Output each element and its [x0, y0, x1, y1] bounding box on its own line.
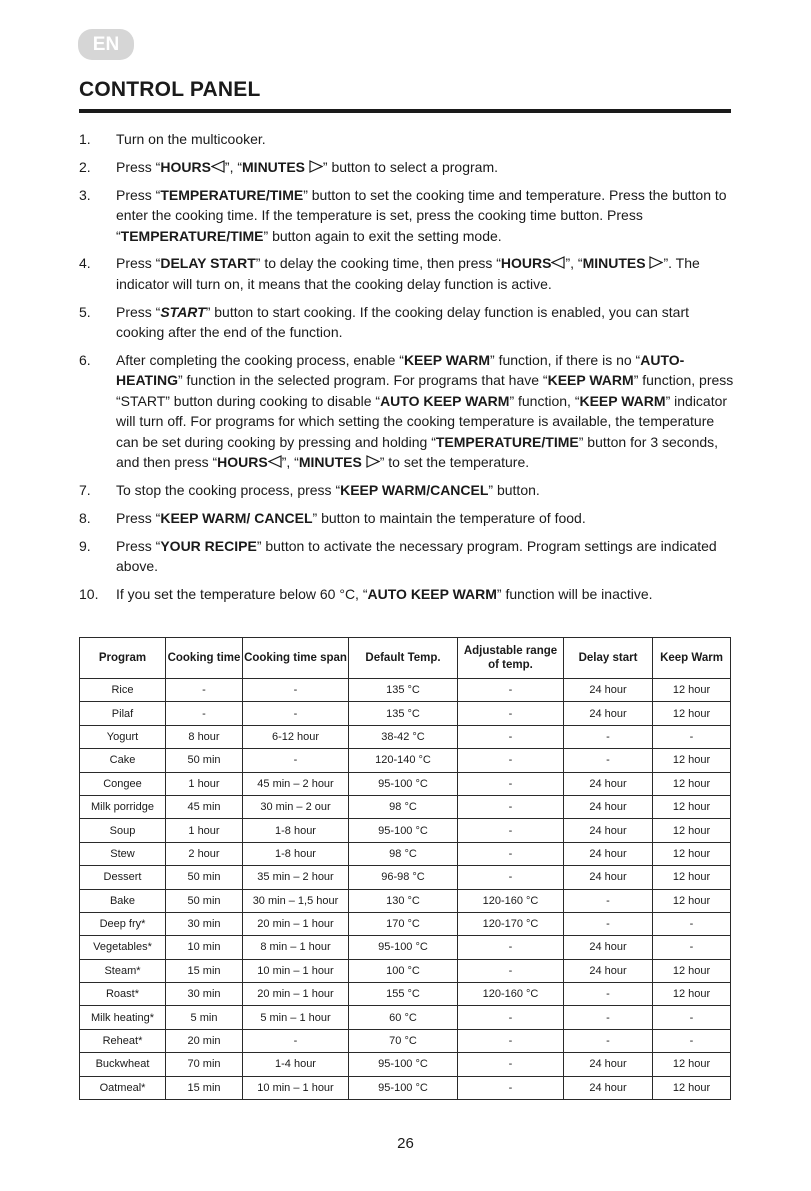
- table-cell: -: [564, 749, 653, 772]
- instruction-step: [79, 302, 734, 343]
- table-row: [80, 725, 731, 748]
- table-cell: -: [458, 1006, 564, 1029]
- step-text: ” button to activate the necessary program. Program settings are indicated above.: [116, 537, 717, 575]
- instruction-step: [79, 185, 734, 247]
- step-number: 8.: [79, 510, 91, 527]
- table-cell: -: [653, 1029, 731, 1052]
- table-cell: 95-100 °C: [349, 1053, 458, 1076]
- table-cell: 95-100 °C: [349, 936, 458, 959]
- table-cell: 24 hour: [564, 795, 653, 818]
- table-cell: 120-160 °C: [458, 983, 564, 1006]
- table-cell: 12 hour: [653, 679, 731, 702]
- table-cell: 12 hour: [653, 795, 731, 818]
- table-cell: Reheat*: [80, 1029, 166, 1052]
- instruction-step: [79, 480, 734, 501]
- table-cell: 30 min – 1,5 hour: [243, 889, 349, 912]
- table-cell: Dessert: [80, 866, 166, 889]
- step-text: ” button again to exit the setting mode.: [263, 227, 502, 244]
- triangle-left-icon: [551, 256, 565, 269]
- table-cell: -: [458, 749, 564, 772]
- table-header-cell: Program: [80, 638, 166, 679]
- step-text: ” function, “: [509, 392, 580, 409]
- step-text: ” button to select a program.: [322, 158, 498, 175]
- table-cell: Steam*: [80, 959, 166, 982]
- step-text: ” indicator will turn off. For programs for which setting the cooking temperature is available, the temperature can be set during cooking by pressing and holding “: [116, 392, 728, 450]
- table-cell: 24 hour: [564, 819, 653, 842]
- table-row: [80, 772, 731, 795]
- table-cell: -: [564, 889, 653, 912]
- step-number: 1.: [79, 131, 91, 147]
- table-cell: Roast*: [80, 983, 166, 1006]
- table-cell: 98 °C: [349, 795, 458, 818]
- table-cell: 8 min – 1 hour: [243, 936, 349, 959]
- step-text: Press “: [116, 158, 161, 175]
- table-cell: -: [458, 795, 564, 818]
- table-cell: -: [458, 1053, 564, 1076]
- table-cell: -: [458, 959, 564, 982]
- table-cell: -: [243, 749, 349, 772]
- table-cell: 45 min – 2 hour: [243, 772, 349, 795]
- table-cell: -: [166, 679, 243, 702]
- step-text: After completing the cooking process, enable “: [116, 351, 404, 368]
- table-cell: 24 hour: [564, 842, 653, 865]
- table-cell: 38-42 °C: [349, 725, 458, 748]
- table-row: [80, 1076, 731, 1099]
- table-row: [80, 866, 731, 889]
- step-number: 2.: [79, 158, 91, 175]
- table-cell: -: [458, 1029, 564, 1052]
- step-text: ”. The indicator will turn on, it means that the cooking delay function is active.: [116, 255, 700, 292]
- table-cell: 135 °C: [349, 702, 458, 725]
- triangle-right-icon: [649, 256, 663, 269]
- table-row: [80, 983, 731, 1006]
- instruction-step: [79, 508, 734, 529]
- table-cell: -: [243, 1029, 349, 1052]
- button-name: HOURS: [160, 158, 211, 175]
- instruction-step: [79, 536, 734, 577]
- table-cell: Stew: [80, 842, 166, 865]
- table-cell: 130 °C: [349, 889, 458, 912]
- table-header-cell: Keep Warm: [653, 638, 731, 679]
- button-name: KEEP WARM/ CANCEL: [160, 510, 313, 527]
- table-cell: 12 hour: [653, 819, 731, 842]
- table-cell: 24 hour: [564, 1053, 653, 1076]
- table-cell: 50 min: [166, 866, 243, 889]
- instruction-step: [79, 157, 734, 178]
- table-row: [80, 959, 731, 982]
- button-name: HOURS: [217, 454, 268, 471]
- step-text: If you set the temperature below 60 °C, “: [116, 586, 368, 603]
- table-cell: 170 °C: [349, 912, 458, 935]
- page-title: CONTROL PANEL: [79, 78, 261, 101]
- table-cell: 10 min: [166, 936, 243, 959]
- triangle-left-icon: [268, 455, 282, 468]
- table-cell: 8 hour: [166, 725, 243, 748]
- button-name: MINUTES: [582, 255, 646, 272]
- table-cell: 30 min – 2 our: [243, 795, 349, 818]
- step-text: ” function, if there is no “: [490, 351, 641, 368]
- table-cell: 95-100 °C: [349, 819, 458, 842]
- table-cell: 60 °C: [349, 1006, 458, 1029]
- table-cell: -: [458, 772, 564, 795]
- button-name: DELAY START: [160, 255, 256, 272]
- button-name: AUTO-HEATING: [116, 351, 685, 389]
- step-text: ” to set the temperature.: [379, 454, 530, 471]
- table-cell: -: [653, 725, 731, 748]
- step-text: ” function in the selected program. For programs that have “: [177, 372, 548, 389]
- table-cell: -: [653, 912, 731, 935]
- button-name: KEEP WARM: [579, 392, 666, 409]
- step-text: ” button for 3 seconds, and then press “: [116, 433, 719, 471]
- button-name: YOUR RECIPE: [160, 537, 257, 554]
- step-text: ”, “: [281, 454, 299, 471]
- table-cell: -: [458, 819, 564, 842]
- table-cell: 12 hour: [653, 866, 731, 889]
- table-cell: Pilaf: [80, 702, 166, 725]
- table-cell: 12 hour: [653, 1076, 731, 1099]
- step-text: ” function, press “START” button during cooking to disable “: [116, 372, 734, 409]
- table-cell: -: [458, 936, 564, 959]
- table-cell: 20 min – 1 hour: [243, 983, 349, 1006]
- table-row: [80, 679, 731, 702]
- table-row: [80, 702, 731, 725]
- table-cell: 12 hour: [653, 889, 731, 912]
- table-cell: -: [458, 702, 564, 725]
- table-cell: Buckwheat: [80, 1053, 166, 1076]
- table-cell: Soup: [80, 819, 166, 842]
- instruction-step: [79, 129, 734, 150]
- step-number: 9.: [79, 537, 91, 554]
- table-cell: 15 min: [166, 1076, 243, 1099]
- button-name: AUTO KEEP WARM: [380, 392, 510, 409]
- table-cell: -: [564, 1029, 653, 1052]
- button-name: KEEP WARM: [547, 372, 634, 389]
- step-text: ”, “: [565, 255, 583, 272]
- table-cell: 96-98 °C: [349, 866, 458, 889]
- table-cell: -: [243, 702, 349, 725]
- button-name: AUTO KEEP WARM: [367, 586, 497, 603]
- table-cell: 30 min: [166, 912, 243, 935]
- button-name: TEMPERATURE/TIME: [435, 433, 579, 450]
- table-row: [80, 1029, 731, 1052]
- table-cell: 98 °C: [349, 842, 458, 865]
- button-name: TEMPERATURE/TIME: [160, 186, 304, 203]
- table-cell: -: [653, 936, 731, 959]
- step-text: ” button to start cooking. If the cooking delay function is enabled, you can start cooking after the end of the function.: [116, 303, 690, 341]
- table-cell: 5 min – 1 hour: [243, 1006, 349, 1029]
- table-cell: Cake: [80, 749, 166, 772]
- table-cell: -: [166, 702, 243, 725]
- table-cell: 20 min: [166, 1029, 243, 1052]
- table-cell: 1 hour: [166, 819, 243, 842]
- button-name: MINUTES: [242, 158, 306, 175]
- step-text: Press “: [116, 186, 161, 203]
- table-cell: 24 hour: [564, 936, 653, 959]
- table-header-cell: Adjustable range of temp.: [458, 638, 564, 679]
- table-cell: 30 min: [166, 983, 243, 1006]
- table-cell: 45 min: [166, 795, 243, 818]
- step-number: 4.: [79, 255, 91, 272]
- table-cell: 12 hour: [653, 983, 731, 1006]
- table-cell: Deep fry*: [80, 912, 166, 935]
- table-cell: -: [458, 725, 564, 748]
- step-text: ” to delay the cooking time, then press “: [255, 255, 501, 272]
- table-cell: 95-100 °C: [349, 1076, 458, 1099]
- button-name: TEMPERATURE/TIME: [120, 227, 264, 244]
- button-name: HOURS: [500, 255, 552, 272]
- table-cell: 120-160 °C: [458, 889, 564, 912]
- table-cell: Oatmeal*: [80, 1076, 166, 1099]
- table-cell: Bake: [80, 889, 166, 912]
- table-cell: Yogurt: [80, 725, 166, 748]
- step-text: Press “: [116, 255, 161, 272]
- table-cell: -: [458, 679, 564, 702]
- table-cell: 24 hour: [564, 866, 653, 889]
- table-cell: 95-100 °C: [349, 772, 458, 795]
- table-cell: 10 min – 1 hour: [243, 1076, 349, 1099]
- table-row: [80, 936, 731, 959]
- step-text: ”, “: [224, 158, 243, 175]
- instruction-step: [79, 350, 734, 473]
- table-cell: 155 °C: [349, 983, 458, 1006]
- instruction-list: [79, 129, 734, 612]
- table-cell: 35 min – 2 hour: [243, 866, 349, 889]
- table-cell: 24 hour: [564, 702, 653, 725]
- step-number: 7.: [79, 482, 91, 499]
- table-cell: 6-12 hour: [243, 725, 349, 748]
- triangle-right-icon: [309, 160, 323, 173]
- button-name: KEEP WARM: [403, 351, 491, 368]
- table-cell: -: [243, 679, 349, 702]
- table-cell: 50 min: [166, 749, 243, 772]
- button-name: KEEP WARM/CANCEL: [340, 482, 489, 499]
- table-cell: Milk heating*: [80, 1006, 166, 1029]
- table-cell: 70 min: [166, 1053, 243, 1076]
- table-cell: 1-8 hour: [243, 819, 349, 842]
- step-text: ” button to maintain the temperature of food.: [312, 510, 586, 527]
- table-cell: 120-170 °C: [458, 912, 564, 935]
- table-cell: 15 min: [166, 959, 243, 982]
- table-header-cell: Default Temp.: [349, 638, 458, 679]
- table-cell: -: [458, 842, 564, 865]
- table-row: [80, 912, 731, 935]
- table-cell: 120-140 °C: [349, 749, 458, 772]
- table-row: [80, 1006, 731, 1029]
- table-cell: 100 °C: [349, 959, 458, 982]
- table-cell: Vegetables*: [80, 936, 166, 959]
- table-cell: 24 hour: [564, 772, 653, 795]
- step-text: Press “: [116, 510, 161, 527]
- table-cell: 24 hour: [564, 959, 653, 982]
- table-cell: 2 hour: [166, 842, 243, 865]
- instruction-step: [79, 584, 734, 605]
- table-cell: -: [564, 725, 653, 748]
- title-divider: [79, 109, 731, 113]
- table-cell: 135 °C: [349, 679, 458, 702]
- table-cell: -: [653, 1006, 731, 1029]
- table-cell: -: [458, 866, 564, 889]
- table-cell: Congee: [80, 772, 166, 795]
- page-number: 26: [397, 1135, 414, 1152]
- table-row: [80, 749, 731, 772]
- table-cell: 20 min – 1 hour: [243, 912, 349, 935]
- table-cell: 10 min – 1 hour: [243, 959, 349, 982]
- step-text: Turn on the multicooker.: [116, 131, 266, 147]
- triangle-left-icon: [211, 160, 225, 173]
- table-cell: 12 hour: [653, 959, 731, 982]
- table-cell: -: [564, 983, 653, 1006]
- button-name: START: [160, 303, 206, 320]
- table-cell: 70 °C: [349, 1029, 458, 1052]
- instruction-step: [79, 253, 734, 294]
- table-row: [80, 842, 731, 865]
- step-text: Press “: [116, 537, 161, 554]
- table-cell: Rice: [80, 679, 166, 702]
- button-name: MINUTES: [298, 454, 362, 471]
- step-number: 3.: [79, 186, 91, 203]
- table-row: [80, 1053, 731, 1076]
- table-cell: 12 hour: [653, 842, 731, 865]
- table-header-row: [80, 638, 731, 679]
- step-number: 10.: [79, 586, 99, 603]
- table-row: [80, 889, 731, 912]
- table-header-cell: Delay start: [564, 638, 653, 679]
- table-cell: 5 min: [166, 1006, 243, 1029]
- step-text: ” button.: [488, 482, 540, 499]
- table-cell: 1 hour: [166, 772, 243, 795]
- step-text: ” button to set the cooking time and temperature. Press the button to enter the cooking time. If the temperature is set, press the cooking time button. Press “: [116, 186, 727, 244]
- step-number: 5.: [79, 303, 91, 320]
- table-cell: 50 min: [166, 889, 243, 912]
- step-text: Press “: [116, 303, 161, 320]
- table-header-cell: Cooking time: [166, 638, 243, 679]
- triangle-right-icon: [366, 455, 380, 468]
- table-cell: 12 hour: [653, 1053, 731, 1076]
- table-cell: Milk porridge: [80, 795, 166, 818]
- table-cell: -: [564, 912, 653, 935]
- step-text: ” function will be inactive.: [496, 586, 653, 603]
- table-cell: 12 hour: [653, 772, 731, 795]
- table-cell: 1-4 hour: [243, 1053, 349, 1076]
- step-number: 6.: [79, 351, 91, 368]
- language-badge: EN: [78, 29, 134, 60]
- table-cell: -: [458, 1076, 564, 1099]
- table-cell: 12 hour: [653, 749, 731, 772]
- table-cell: 1-8 hour: [243, 842, 349, 865]
- step-text: To stop the cooking process, press “: [116, 482, 341, 499]
- table-row: [80, 795, 731, 818]
- program-table: [79, 637, 731, 1100]
- table-cell: -: [564, 1006, 653, 1029]
- table-cell: 24 hour: [564, 1076, 653, 1099]
- table-row: [80, 819, 731, 842]
- table-cell: 12 hour: [653, 702, 731, 725]
- table-cell: 24 hour: [564, 679, 653, 702]
- table-header-cell: Cooking time span: [243, 638, 349, 679]
